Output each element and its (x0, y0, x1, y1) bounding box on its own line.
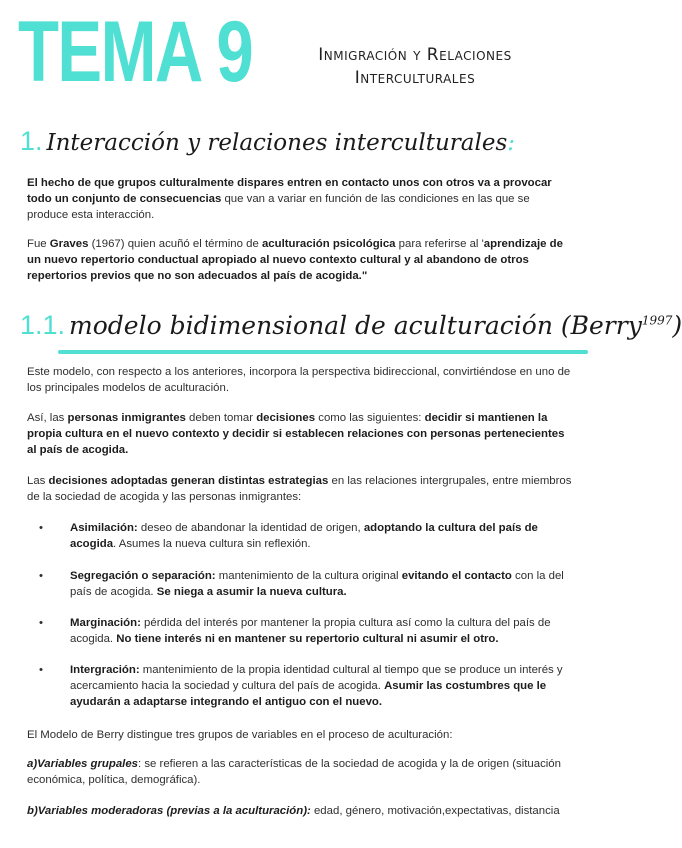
bold-text: personas inmigrantes (67, 412, 186, 424)
bold-text: No tiene interés ni en mantener su repertorio cultural ni asumir el otro. (116, 633, 499, 645)
section-1-1-close: ) (672, 311, 682, 340)
bold-text: Marginación: (70, 617, 141, 629)
text-run: como las siguientes: (315, 412, 425, 424)
bold-text: b)Variables moderadoras (previas a la aculturación): (27, 805, 311, 817)
subtitle-line-2: Interculturales (354, 68, 476, 88)
bold-text: Segregación o separación: (70, 570, 216, 582)
topic-subtitle (270, 44, 560, 90)
bold-text: Asumir las costumbres que le ayudarán a adaptarse integrando el antiguo con el nuevo. (70, 680, 547, 708)
list-item-text (70, 615, 570, 647)
text-run: (1967) quien acuñó el término de (88, 238, 262, 250)
bold-text: decisiones (256, 412, 316, 424)
bold-text: evitando el contacto (401, 570, 512, 582)
section-1-1-year: 1997 (641, 313, 673, 328)
bold-text: aculturación psicológica (261, 238, 396, 250)
list-item-text (70, 568, 570, 600)
text-run: : se refieren a las características de la sociedad de acogida y la de origen (situación económica, política, demográfica). (27, 758, 561, 786)
text-run: Este modelo, con respecto a los anteriores, incorpora la perspectiva bidireccional, convirtiéndose en uno de los principales modelos de aculturación. (27, 366, 571, 394)
subtitle-line-1: Inmigración y Relaciones (318, 45, 512, 65)
variables-moderadoras (27, 803, 573, 819)
section-1-heading (20, 126, 515, 157)
bold-text: Asimilación: (70, 522, 138, 534)
variables-grupales (27, 756, 573, 788)
bold-text: Graves (49, 238, 89, 250)
text-run: edad, género, motivación,expectativas, distancia (310, 805, 560, 817)
text-run: mantenimiento de la cultura original (215, 570, 402, 582)
section-1-paragraph-1 (27, 175, 573, 223)
section-1-1-heading (20, 310, 682, 341)
section-1-paragraph-2 (27, 236, 573, 284)
section-1-number: 1. (20, 126, 43, 156)
section-1-colon: : (507, 130, 516, 156)
bold-text: aprendizaje de un nuevo repertorio conductual apropiado al nuevo contexto cultural y al abandono de otros repertorios previos que no son adecuados al país de acogida." (27, 238, 563, 282)
list-item-text (70, 662, 570, 710)
heading-underline (58, 350, 588, 354)
bold-text: decisiones adoptadas generan distintas estrategias (48, 475, 329, 487)
bold-text: Intergración: (70, 664, 140, 676)
section-1-1-paragraph-2 (27, 410, 573, 458)
text-run: que van a variar en función de las condiciones en las que se produce esta interacción. (27, 193, 530, 221)
section-1-title: Interacción y relaciones interculturales (46, 130, 508, 156)
section-1-1-title: modelo bidimensional de aculturación (Berry (69, 311, 642, 340)
text-run: en las relaciones intergrupales, entre miembros de la sociedad de acogida y las personas inmigrantes: (27, 475, 572, 503)
text-run: para referirse al ' (395, 238, 484, 250)
bold-text: adoptando la cultura del país de acogida (70, 522, 538, 550)
text-run: con la del país de acogida. (70, 570, 564, 598)
text-run: Así, las (27, 412, 68, 424)
bold-text: decidir si mantienen la propia cultura en el nuevo contexto y decidir si establecen relaciones con personas pertenecientes al país de acogida. (27, 412, 565, 456)
text-run: pérdida del interés por mantener la propia cultura así como la cultura del país de acogida. (70, 617, 551, 645)
text-run: deseo de abandonar la identidad de origen, (137, 522, 364, 534)
text-run: deben tomar (185, 412, 257, 424)
section-1-1-number: 1.1. (20, 310, 66, 340)
bold-text: a)Variables grupales (27, 758, 139, 770)
section-1-1-paragraph-1 (27, 364, 573, 396)
topic-title: TEMA 9 (18, 4, 253, 100)
bold-text: Se niega a asumir la nueva cultura. (156, 586, 347, 598)
section-1-1-paragraph-3 (27, 473, 573, 505)
bold-text: El hecho de que grupos culturalmente dispares entren en contacto unos con otros va a provocar todo un conjunto de consecuencias (27, 177, 552, 205)
list-item-text (70, 520, 570, 552)
text-run: Las (27, 475, 49, 487)
text-run: Fue (27, 238, 50, 250)
text-run: . Asumes la nueva cultura sin reflexión. (113, 538, 311, 550)
text-run: El Modelo de Berry distingue tres grupos de variables en el proceso de aculturación: (27, 729, 453, 741)
section-1-1-paragraph-4 (27, 727, 573, 743)
text-run: mantenimiento de la propia identidad cultural al tiempo que se produce un interés y acercamiento hacia la sociedad y cultura del país de acogida. (70, 664, 563, 692)
